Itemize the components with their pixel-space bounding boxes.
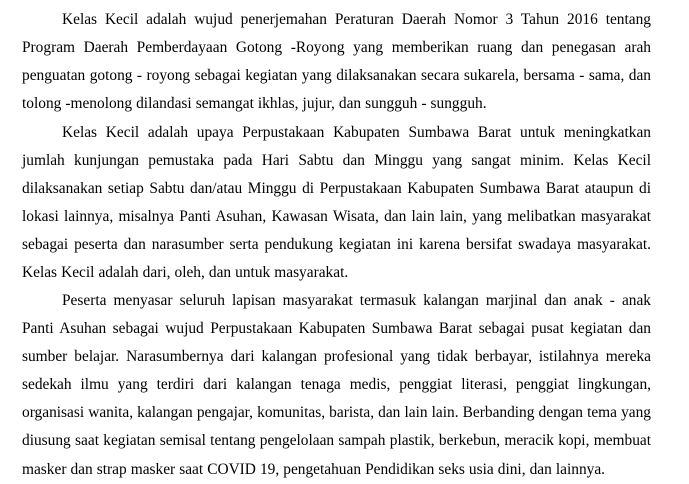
paragraph: Kelas Kecil adalah wujud penerjemahan Peraturan Daerah Nomor 3 Tahun 2016 tentang Program Daerah Pemberdayaan Gotong -Royong yang memberikan ruang dan penegasan arah penguatan gotong - royong sebagai kegiatan yang dilaksanakan secara sukarela, bersama - sama, dan tolong -menolong dilandasi semangat ikhlas, jujur, dan sungguh - sungguh. — [22, 11, 651, 113]
paragraph: Peserta menyasar seluruh lapisan masyarakat termasuk kalangan marjinal dan anak - anak Panti Asuhan sebagai wujud Perpustakaan Kabupaten Sumbawa Barat sebagai pusat kegiatan dan sumber belajar. Narasumbernya dari kalangan profesional yang tidak berbayar, istilahnya mereka sedekah ilmu yang terdiri dari kalangan tenaga medis, penggiat literasi, penggiat lingkungan, organisasi wanita, kalangan pengajar, komunitas, barista, dan lain lain. Berbanding dengan tema yang diusung saat kegiatan semisal tentang pengelolaan sampah plastik, berkebun, meracik kopi, membuat masker dan strap masker saat COVID 19, pengetahuan Pendidikan seks usia dini, dan lainnya. — [22, 292, 651, 478]
paragraph: Kelas Kecil adalah upaya Perpustakaan Kabupaten Sumbawa Barat untuk meningkatkan jumlah kunjungan pemustaka pada Hari Sabtu dan Minggu yang sangat minim. Kelas Kecil dilaksanakan setiap Sabtu dan/atau Minggu di Perpustakaan Kabupaten Sumbawa Barat ataupun di lokasi lainnya, misalnya Panti Asuhan, Kawasan Wisata, dan lain lain, yang melibatkan masyarakat sebagai peserta dan narasumber serta pendukung kegiatan ini karena bersifat swadaya masyarakat. Kelas Kecil adalah dari, oleh, dan untuk masyarakat. — [22, 123, 651, 281]
